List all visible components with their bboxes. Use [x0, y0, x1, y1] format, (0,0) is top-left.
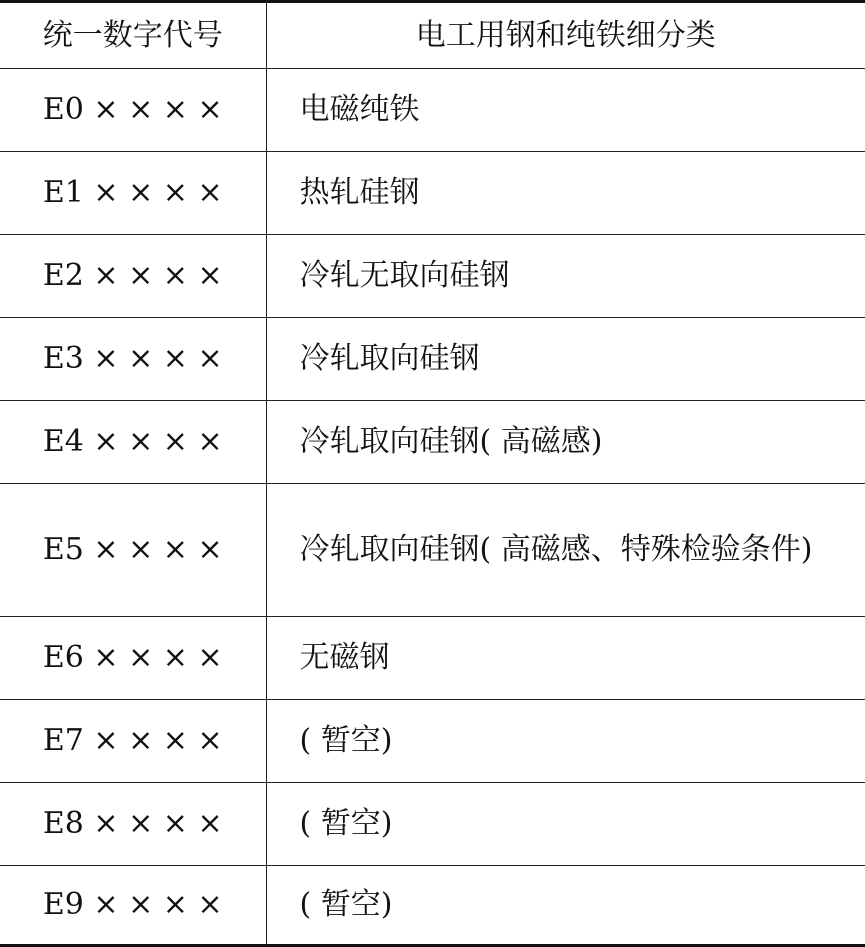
cell-description: ( 暂空)	[299, 723, 393, 758]
table-row	[0, 866, 865, 946]
header-unified-code: 统一数字代号	[0, 2, 266, 69]
cell-description: ( 暂空)	[299, 887, 393, 922]
cell-code: E5 × × × ×	[0, 484, 266, 617]
table-row	[0, 484, 865, 617]
cell-description: 冷轧取向硅钢( 高磁感)	[299, 424, 603, 459]
table-row	[0, 700, 865, 783]
cell-code: E9 × × × ×	[0, 866, 266, 946]
cell-code: E3 × × × ×	[0, 318, 266, 401]
cell-description: 热轧硅钢	[299, 175, 420, 210]
cell-description: 无磁钢	[299, 640, 390, 675]
cell-code: E0 × × × ×	[0, 69, 266, 152]
table-row	[0, 318, 865, 401]
cell-code: E2 × × × ×	[0, 235, 266, 318]
cell-description: 冷轧取向硅钢( 高磁感、特殊检验条件)	[299, 532, 813, 567]
table-row	[0, 235, 865, 318]
table-row	[0, 401, 865, 484]
table-row	[0, 152, 865, 235]
table-header-row	[0, 2, 865, 69]
table-row	[0, 69, 865, 152]
cell-code: E8 × × × ×	[0, 783, 266, 866]
cell-description: 冷轧取向硅钢	[299, 341, 480, 376]
cell-description: ( 暂空)	[299, 806, 393, 841]
table-row	[0, 617, 865, 700]
cell-description: 冷轧无取向硅钢	[299, 258, 510, 293]
cell-code: E4 × × × ×	[0, 401, 266, 484]
table-row	[0, 783, 865, 866]
header-subcategory: 电工用钢和纯铁细分类	[415, 17, 716, 53]
cell-code: E1 × × × ×	[0, 152, 266, 235]
cell-code: E6 × × × ×	[0, 617, 266, 700]
cell-description: 电磁纯铁	[299, 92, 420, 127]
cell-code: E7 × × × ×	[0, 700, 266, 783]
